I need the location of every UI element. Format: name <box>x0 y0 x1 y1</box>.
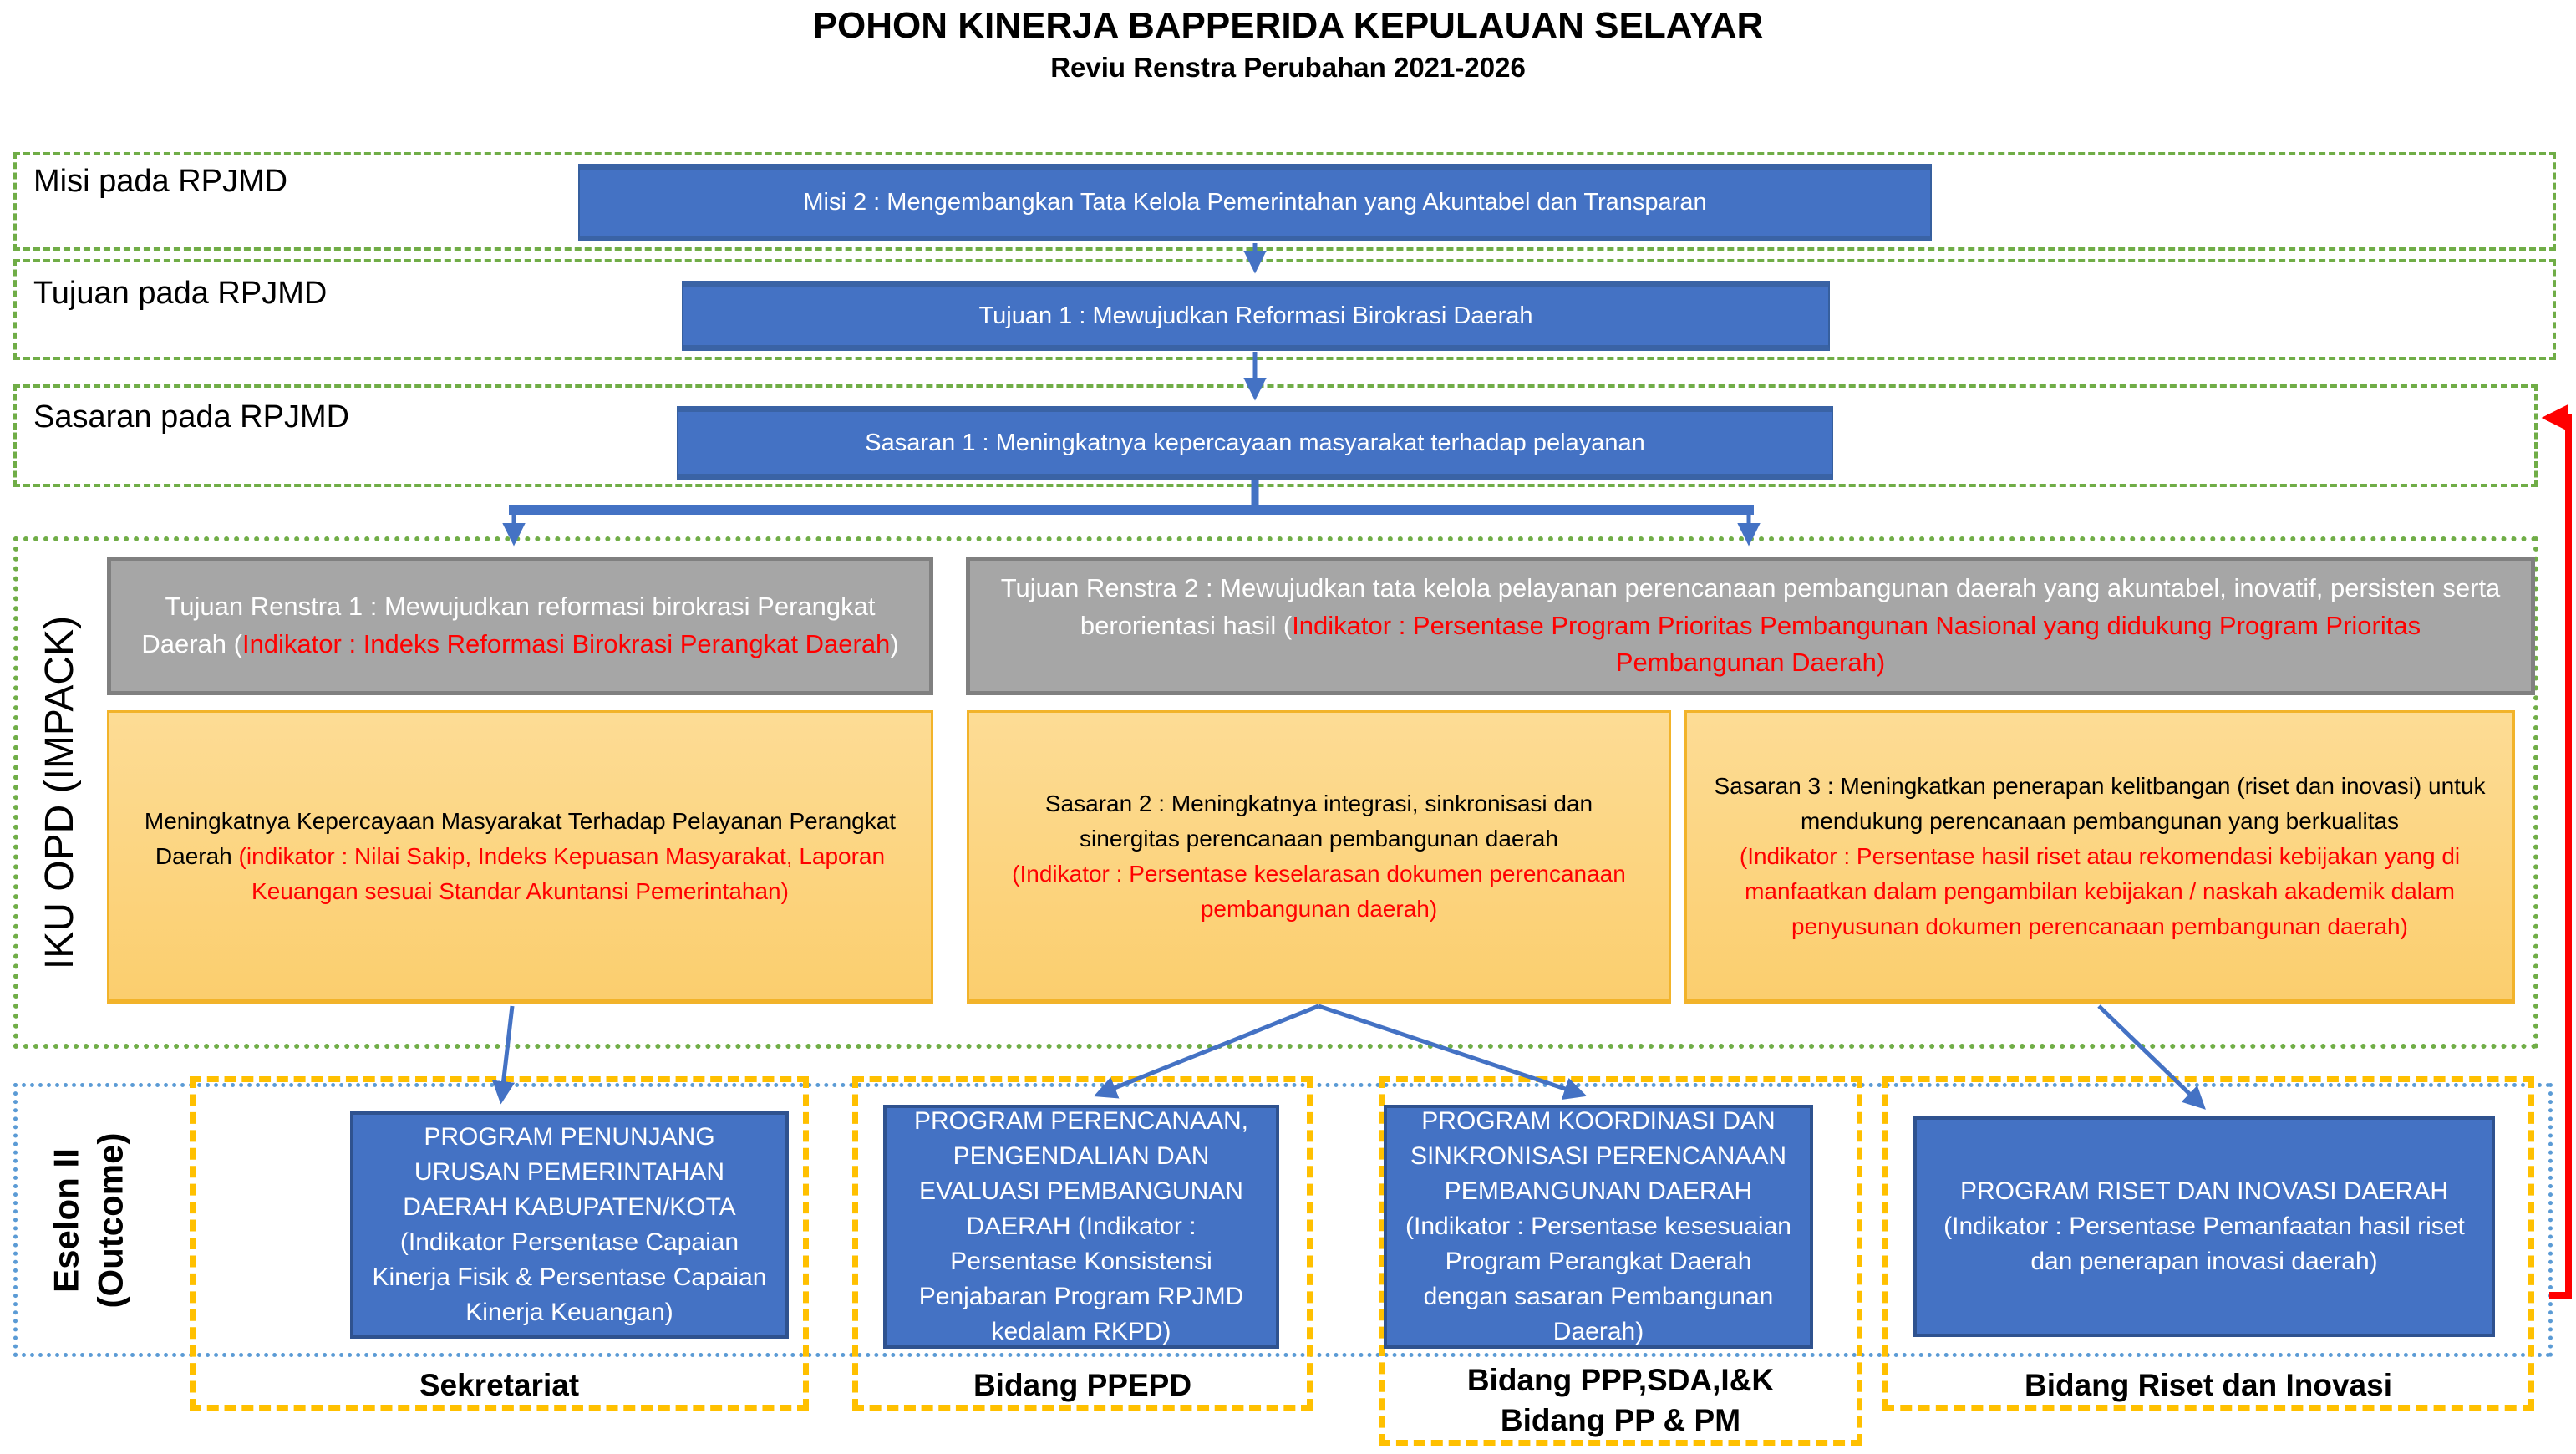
unit-label-riset: Bidang Riset dan Inovasi <box>2025 1368 2392 1402</box>
unit-label-ppp-sda-line1: Bidang PPP,SDA,I&K <box>1466 1363 1775 1397</box>
iku-section-label <box>12 536 109 1049</box>
eselon-label-line1: Eselon II <box>46 1147 86 1293</box>
tujuan-renstra-1-text: Tujuan Renstra 1 : Mewujudkan reformasi birokrasi Perangkat Daerah ( <box>141 592 876 658</box>
program-penunjang-box: PROGRAM PENUNJANG URUSAN PEMERINTAHAN DAERAH KABUPATEN/KOTA (Indikator Persentase Capaian Kinerja Fisik & Persentase Capaian Kinerja Keuangan) <box>350 1111 789 1339</box>
page-subtitle: Reviu Renstra Perubahan 2021-2026 <box>1050 52 1526 83</box>
sasaran-3-box <box>1684 710 2515 1004</box>
program-koordinasi-box: PROGRAM KOORDINASI DAN SINKRONISASI PERENCANAAN PEMBANGUNAN DAERAH (Indikator : Persentase kesesuaian Program Perangkat Daerah dengan sasaran Pembangunan Daerah) <box>1384 1105 1813 1349</box>
tujuan-renstra-2-close: ) <box>1876 648 1886 678</box>
unit-label-ppepd: Bidang PPEPD <box>973 1368 1192 1402</box>
tujuan-row-label: Tujuan pada RPJMD <box>33 276 328 311</box>
sasaran-3-indikator: (Indikator : Persentase hasil riset atau rekomendasi kebijakan yang di manfaatkan dalam pengambilan kebijakan / naskah akademik dalam penyusunan dokumen perencanaan pembangunan daerah) <box>1739 842 2461 939</box>
eselon-label-line2: (Outcome) <box>90 1132 130 1308</box>
sasaran-row-label: Sasaran pada RPJMD <box>33 399 350 435</box>
page-title: POHON KINERJA BAPPERIDA KEPULAUAN SELAYAR <box>812 5 1764 46</box>
tujuan-renstra-2-box <box>966 557 2535 695</box>
eselon-section-label <box>13 1086 164 1354</box>
unit-label-pp-pm-line2: Bidang PP & PM <box>1500 1403 1741 1438</box>
program-riset-box: PROGRAM RISET DAN INOVASI DAERAH (Indikator : Persentase Pemanfaatan hasil riset dan penerapan inovasi daerah) <box>1913 1116 2495 1337</box>
sasaran-kepercayaan-text: Meningkatnya Kepercayaan Masyarakat Terhadap Pelayanan Perangkat Daerah <box>144 807 897 869</box>
unit-label-ppp-sda <box>1379 1360 1862 1441</box>
tujuan-renstra-2-text: Tujuan Renstra 2 : Mewujudkan tata kelola pelayanan perencanaan pembangunan daerah yang akuntabel, inovatif, persisten serta berorientasi hasil ( <box>1000 572 2501 640</box>
sasaran-2-indikator: (Indikator : Persentase keselarasan dokumen perencanaan pembangunan daerah) <box>1012 860 1626 922</box>
sasaran-2-box <box>967 710 1671 1004</box>
program-perencanaan-box: PROGRAM PERENCANAAN, PENGENDALIAN DAN EVALUASI PEMBANGUNAN DAERAH (Indikator : Persentase Konsistensi Penjabaran Program RPJMD kedalam RKPD) <box>883 1105 1279 1349</box>
sasaran-box: Sasaran 1 : Meningkatnya kepercayaan masyarakat terhadap pelayanan <box>677 406 1833 480</box>
tujuan-box: Tujuan 1 : Mewujudkan Reformasi Birokrasi Daerah <box>682 281 1830 351</box>
sasaran-kepercayaan-indikator: (indikator : Nilai Sakip, Indeks Kepuasan Masyarakat, Laporan Keuangan sesuai Standar Akuntansi Pemerintahan) <box>238 842 886 904</box>
tujuan-renstra-1-close: ) <box>890 629 899 658</box>
sasaran-kepercayaan-box <box>107 710 933 1004</box>
tujuan-renstra-1-indikator: Indikator : Indeks Reformasi Birokrasi Perangkat Daerah <box>241 629 891 658</box>
iku-section-label-text: IKU OPD (IMPACK) <box>38 615 83 970</box>
misi-box: Misi 2 : Mengembangkan Tata Kelola Pemerintahan yang Akuntabel dan Transparan <box>578 164 1932 241</box>
tujuan-renstra-1-box <box>107 557 933 695</box>
misi-row-label: Misi pada RPJMD <box>33 164 288 199</box>
unit-label-sekretariat: Sekretariat <box>419 1368 580 1402</box>
tujuan-renstra-2-indikator: Indikator : Persentase Program Prioritas Pembangunan Nasional yang didukung Program Prioritas Pembangunan Daerah <box>1292 610 2421 678</box>
sasaran-3-text: Sasaran 3 : Meningkatkan penerapan kelitbangan (riset dan inovasi) untuk mendukung perencanaan pembangunan yang berkualitas <box>1714 772 2486 834</box>
sasaran-2-text: Sasaran 2 : Meningkatnya integrasi, sinkronisasi dan sinergitas perencanaan pembangunan daerah <box>1044 790 1593 852</box>
